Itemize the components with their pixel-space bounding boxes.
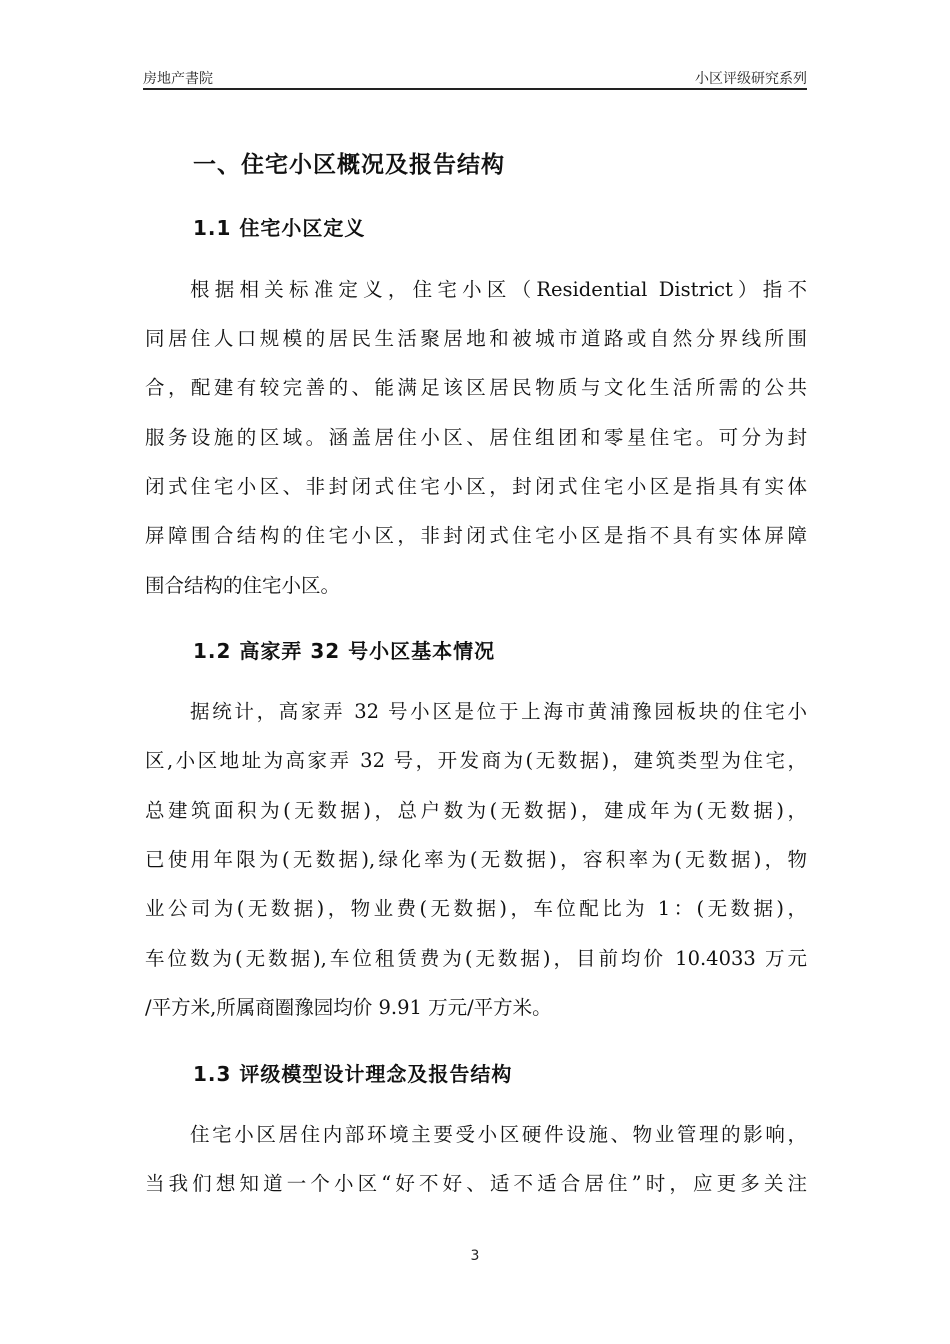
paragraph-line: 业公司为(无数据)，物业费(无数据)，车位配比为 1：(无数据)， bbox=[145, 897, 807, 920]
header-rule bbox=[143, 88, 807, 90]
page-number: 3 bbox=[470, 1248, 480, 1264]
paragraph-line: 总建筑面积为(无数据)，总户数为(无数据)，建成年为(无数据)， bbox=[145, 799, 807, 822]
paragraph-line: 根据相关标准定义，住宅小区（Residential District）指不 bbox=[190, 278, 807, 301]
chapter-title: 一、住宅小区概况及报告结构 bbox=[193, 152, 505, 178]
paragraph-line: 服务设施的区域。涵盖居住小区、居住组团和零星住宅。可分为封 bbox=[145, 426, 807, 449]
paragraph-line: 已使用年限为(无数据),绿化率为(无数据)，容积率为(无数据)，物 bbox=[145, 848, 807, 871]
header-series-title: 小区评级研究系列 bbox=[695, 71, 807, 87]
paragraph-line: 当我们想知道一个小区“好不好、适不适合居住”时，应更多关注 bbox=[145, 1172, 807, 1195]
paragraph-line: 同居住人口规模的居民生活聚居地和被城市道路或自然分界线所围 bbox=[145, 327, 807, 350]
paragraph-line: 区,小区地址为高家弄 32 号，开发商为(无数据)，建筑类型为住宅， bbox=[145, 749, 807, 772]
paragraph-line: 车位数为(无数据),车位租赁费为(无数据)，目前均价 10.4033 万元 bbox=[145, 947, 807, 970]
section-title-1-1: 1.1 住宅小区定义 bbox=[193, 216, 366, 240]
page-header bbox=[143, 66, 807, 90]
paragraph-line: 据统计，高家弄 32 号小区是位于上海市黄浦豫园板块的住宅小 bbox=[190, 700, 807, 723]
section-title-1-3: 1.3 评级模型设计理念及报告结构 bbox=[193, 1062, 513, 1086]
paragraph-line: 住宅小区居住内部环境主要受小区硬件设施、物业管理的影响， bbox=[190, 1123, 807, 1146]
header-publisher: 房地产書院 bbox=[143, 71, 213, 87]
paragraph-line: 闭式住宅小区、非封闭式住宅小区，封闭式住宅小区是指具有实体 bbox=[145, 475, 807, 498]
section-title-1-2: 1.2 高家弄 32 号小区基本情况 bbox=[193, 639, 496, 663]
paragraph-line: 屏障围合结构的住宅小区，非封闭式住宅小区是指不具有实体屏障 bbox=[145, 524, 807, 547]
paragraph-line: 围合结构的住宅小区。 bbox=[145, 574, 341, 597]
paragraph-line: /平方米,所属商圈豫园均价 9.91 万元/平方米。 bbox=[145, 996, 552, 1019]
paragraph-line: 合，配建有较完善的、能满足该区居民物质与文化生活所需的公共 bbox=[145, 376, 807, 399]
